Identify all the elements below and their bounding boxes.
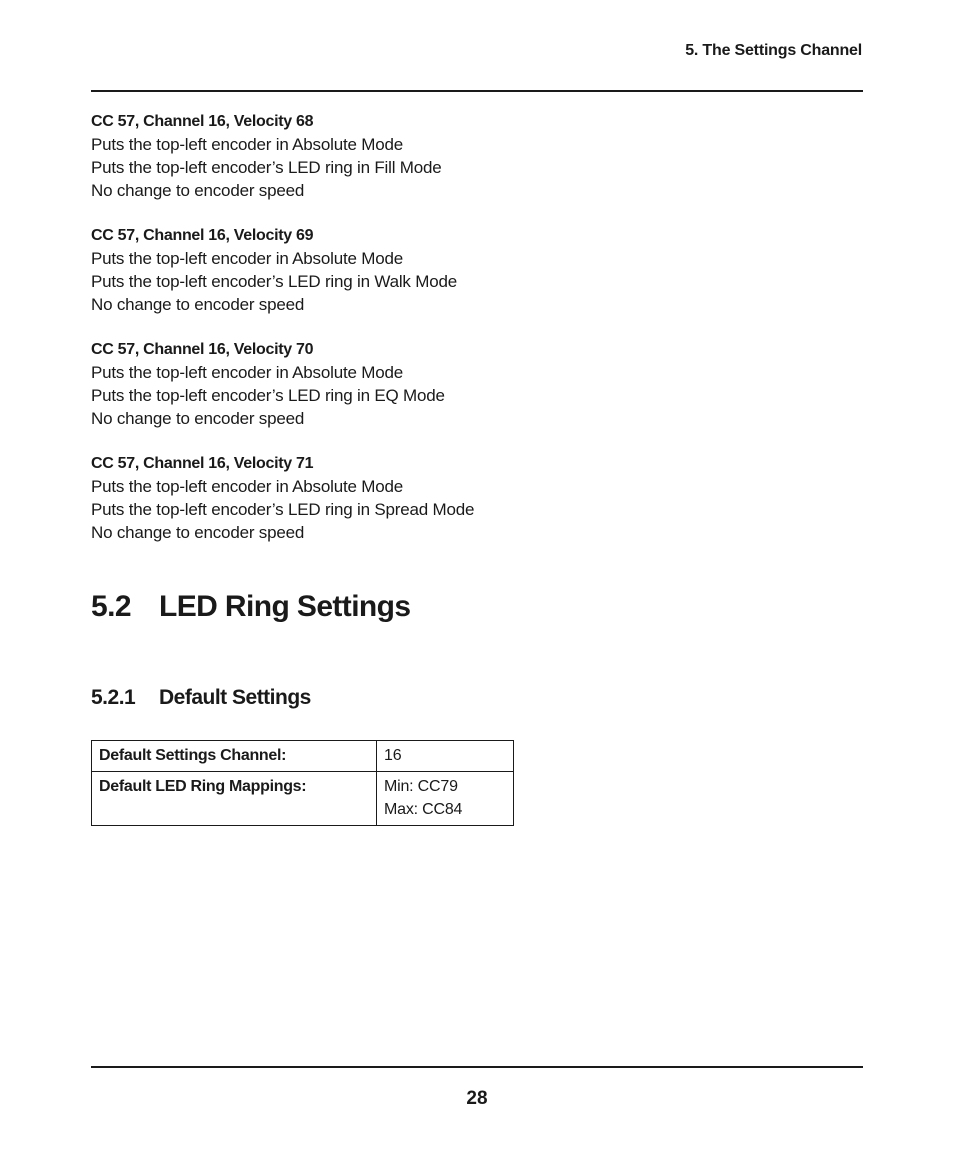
table-row [92, 772, 514, 826]
subsection-number: 5.2.1 [91, 686, 136, 709]
entry-line: No change to encoder speed [91, 409, 305, 428]
entry-title: CC 57, Channel 16, Velocity 68 [91, 113, 314, 130]
entry-line: Puts the top-left encoder’s LED ring in Walk Mode [91, 272, 457, 291]
setting-label: Default Settings Channel: [92, 741, 377, 772]
setting-value-line: Min: CC79 [384, 778, 458, 795]
section-heading [91, 590, 410, 624]
footer-rule [91, 1066, 863, 1068]
entry-line: Puts the top-left encoder in Absolute Mode [91, 477, 403, 496]
entry-line: Puts the top-left encoder’s LED ring in Fill Mode [91, 158, 442, 177]
entry-velocity-69 [91, 224, 791, 316]
entry-line: Puts the top-left encoder’s LED ring in EQ Mode [91, 386, 445, 405]
entry-line: No change to encoder speed [91, 295, 305, 314]
entry-title: CC 57, Channel 16, Velocity 71 [91, 455, 314, 472]
section-number: 5.2 [91, 590, 131, 623]
entry-velocity-71 [91, 452, 791, 544]
table-row [92, 741, 514, 772]
entry-line: Puts the top-left encoder in Absolute Mode [91, 363, 403, 382]
subsection-title: Default Settings [159, 686, 311, 709]
setting-label: Default LED Ring Mappings: [92, 772, 377, 826]
entry-line: Puts the top-left encoder in Absolute Mode [91, 249, 403, 268]
setting-value [377, 772, 514, 826]
running-header: 5. The Settings Channel [685, 42, 862, 59]
velocity-entries [91, 110, 791, 566]
setting-value-line: 16 [384, 747, 402, 764]
subsection-heading [91, 686, 311, 710]
entry-velocity-68 [91, 110, 791, 202]
page-number: 28 [466, 1088, 488, 1109]
entry-line: Puts the top-left encoder in Absolute Mode [91, 135, 403, 154]
entry-line: No change to encoder speed [91, 181, 305, 200]
section-title: LED Ring Settings [159, 590, 411, 623]
entry-line: Puts the top-left encoder’s LED ring in Spread Mode [91, 500, 475, 519]
default-settings-table [91, 740, 514, 826]
entry-velocity-70 [91, 338, 791, 430]
entry-title: CC 57, Channel 16, Velocity 69 [91, 227, 314, 244]
setting-value-line: Max: CC84 [384, 801, 463, 818]
entry-title: CC 57, Channel 16, Velocity 70 [91, 341, 314, 358]
setting-value [377, 741, 514, 772]
header-rule [91, 90, 863, 92]
entry-line: No change to encoder speed [91, 523, 305, 542]
